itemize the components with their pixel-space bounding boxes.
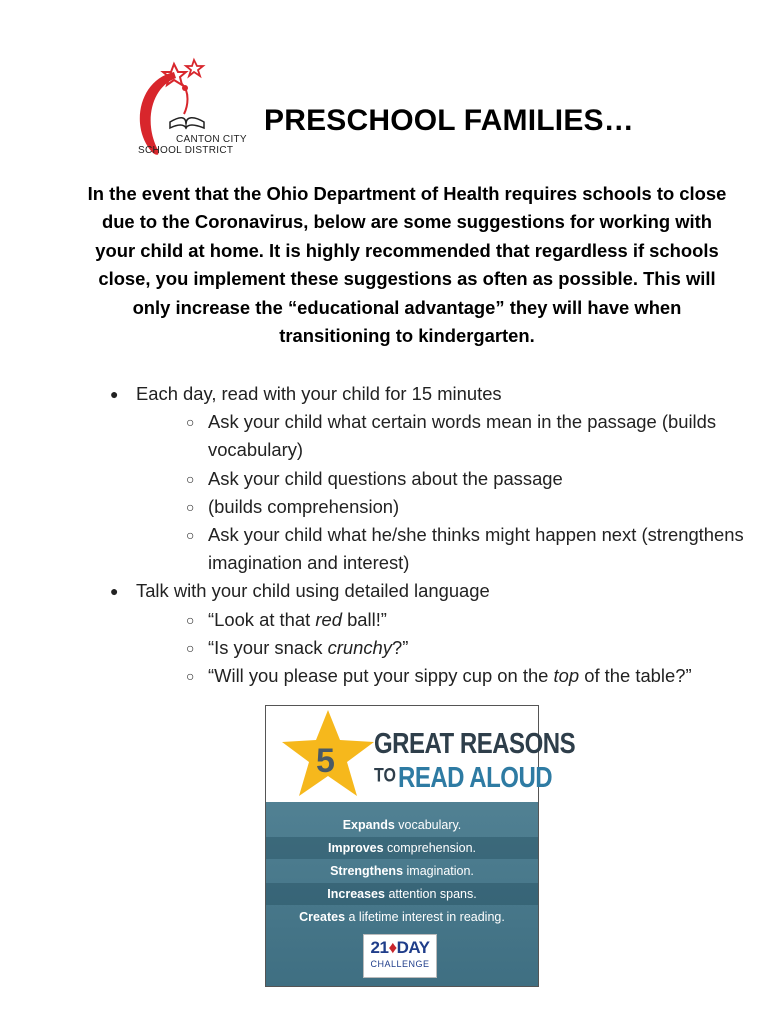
badge-number: 21 [370, 938, 389, 957]
sub-item-text: “Will you please put your sippy cup on the [208, 665, 554, 687]
circle-bullet-icon: ○ [186, 470, 195, 487]
logo-line1: CANTON CITY [176, 134, 247, 145]
reason-text: imagination. [403, 864, 474, 878]
sub-item [180, 521, 748, 577]
reason-2 [266, 837, 538, 859]
reason-text: comprehension. [383, 841, 476, 855]
intro-paragraph: In the event that the Ohio Department of Health requires schools to close due to the Coronavirus, below are some suggestions for working with your child at home. It is highly recommended that regardless if schools close, you implement these suggestions as often as possible. This will only increase the “educational advantage” they will have when transitioning to kindergarten. [87, 183, 727, 347]
list-item-text: Talk with your child using detailed language [136, 580, 490, 602]
sub-item-text: Ask your child what certain words mean in the passage (builds vocabulary) [208, 411, 717, 461]
sub-item [180, 465, 748, 493]
bullet-icon: ● [110, 583, 119, 600]
poster-to: TO [374, 766, 396, 787]
sub-item [180, 606, 748, 634]
page-title: PRESCHOOL FAMILIES… [264, 104, 634, 137]
emphasis-text: top [553, 665, 580, 687]
reason-text: vocabulary. [394, 818, 462, 832]
reason-3 [266, 860, 538, 882]
emphasis-text: red [315, 608, 342, 630]
read-aloud-poster [265, 705, 576, 987]
sub-item [180, 634, 748, 662]
logo-line2: SCHOOL DISTRICT [138, 145, 234, 156]
sub-item-text: ?” [391, 636, 409, 658]
badge-subtitle: CHALLENGE [370, 959, 430, 969]
bullet-icon: ● [110, 386, 119, 402]
reason-bold: Strengthens [330, 864, 404, 878]
circle-bullet-icon: ○ [186, 611, 195, 628]
circle-bullet-icon: ○ [186, 668, 195, 685]
sub-item-text: (builds comprehension) [208, 495, 400, 517]
circle-bullet-icon: ○ [186, 414, 195, 431]
sub-item [180, 493, 748, 521]
sub-item [180, 662, 748, 690]
sub-item-text: “Look at that [208, 608, 316, 630]
poster-number: 5 [316, 742, 335, 780]
badge-day: DAY [396, 938, 430, 957]
circle-bullet-icon: ○ [186, 639, 195, 656]
reason-bold: Increases [327, 887, 385, 901]
list-item-talk [108, 577, 748, 690]
reason-text: a lifetime interest in reading. [345, 910, 505, 924]
district-logo [130, 58, 247, 162]
reason-5 [266, 906, 538, 928]
list-item-text: Each day, read with your child for 15 minutes [136, 383, 502, 404]
sub-list-talk [136, 606, 748, 691]
poster-read-aloud: READ ALOUD [398, 762, 553, 795]
circle-bullet-icon: ○ [186, 498, 195, 515]
sub-item-text: Ask your child questions about the passage [208, 467, 563, 489]
sub-item-text: Ask your child what he/she thinks might happen next (strengthens imagination and interest) [208, 524, 744, 574]
challenge-badge [363, 934, 437, 978]
badge-title [364, 939, 436, 957]
sub-item-text: ball!” [341, 608, 387, 630]
reason-bold: Expands [342, 818, 395, 832]
suggestions-list [108, 380, 748, 690]
reason-bold: Improves [327, 841, 384, 855]
sub-item [180, 408, 748, 464]
reason-4 [266, 883, 538, 905]
sub-list-read [136, 408, 748, 577]
reason-text: attention spans. [384, 887, 477, 901]
reason-bold: Creates [299, 910, 346, 924]
emphasis-text: crunchy [327, 636, 392, 658]
poster-great-reasons: GREAT REASONS [374, 728, 576, 761]
reason-1 [266, 814, 538, 836]
sub-item-text: of the table?” [579, 665, 692, 687]
list-item-read [108, 380, 748, 577]
poster-header [266, 706, 576, 802]
circle-bullet-icon: ○ [186, 527, 195, 544]
sub-item-text: “Is your snack [208, 636, 328, 658]
drop-icon: ♦ [388, 938, 397, 957]
